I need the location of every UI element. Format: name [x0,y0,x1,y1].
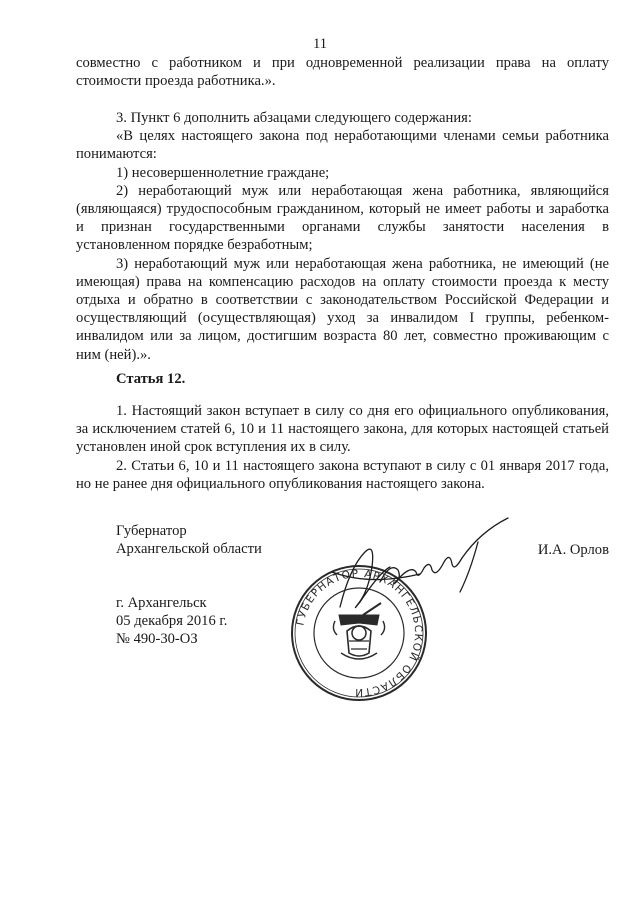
text-block-amendment [76,109,609,364]
page-number: 11 [312,36,328,52]
seal-text: ГУБЕРНАТОР АРХАНГЕЛЬСКОЙ ОБЛАСТИ [294,567,425,699]
paragraph: «В целях настоящего закона под неработающими членами семьи работника понимаются: [76,128,609,163]
paragraph: 1) несовершеннолетние граждане; [116,164,330,181]
paragraph: 3. Пункт 6 дополнить абзацами следующего содержания: [116,110,472,126]
signatory-title [116,522,262,558]
signatory-name: И.А. Орлов [537,542,609,558]
document-city: г. Архангельск [116,595,207,611]
article-heading: Статья 12. [116,371,186,387]
document-details [116,594,227,649]
text-block-continuation [76,54,609,90]
paragraph: 2) неработающий муж или неработающая жена работника, являющийся (являющаяся) трудоспособным гражданином, который не имеет работы и заработка и признан государственными органами службы занятости населения в установленном порядке безработным; [76,182,609,254]
handwritten-signature [320,512,520,632]
paragraph: 2. Статьи 6, 10 и 11 настоящего закона вступают в силу с 01 января 2017 года, но не ранее дня официального опубликования настоящего закона. [76,457,609,492]
text-block-article-12 [76,402,609,493]
document-number: № 490-30-ОЗ [116,631,198,648]
paragraph: 3) неработающий муж или неработающая жена работника, не имеющий (не имеющая) права на компенсацию расходов на оплату стоимости проезда к месту отдыха и обратно в соответствии с законодательством Российской Федерации и осуществляющий (осуществляющая) уход за инвалидом I группы, ребенком-инвалидом или за лицом, достигшим возраста 80 лет, совместно проживающим с ним (ней).». [76,255,609,363]
document-date: 05 декабря 2016 г. [116,613,228,630]
signatory-title-line: Архангельской области [116,541,262,558]
paragraph: 1. Настоящий закон вступает в силу со дня его официального опубликования, за исключением статей 6, 10 и 11 настоящего закона, для которых настоящей статьей установлен иной срок вступления их в силу. [76,403,609,456]
signatory-title-line: Губернатор [116,523,187,539]
paragraph: совместно с работником и при одновременной реализации права на оплату стоимости проезда работника.». [76,55,609,90]
